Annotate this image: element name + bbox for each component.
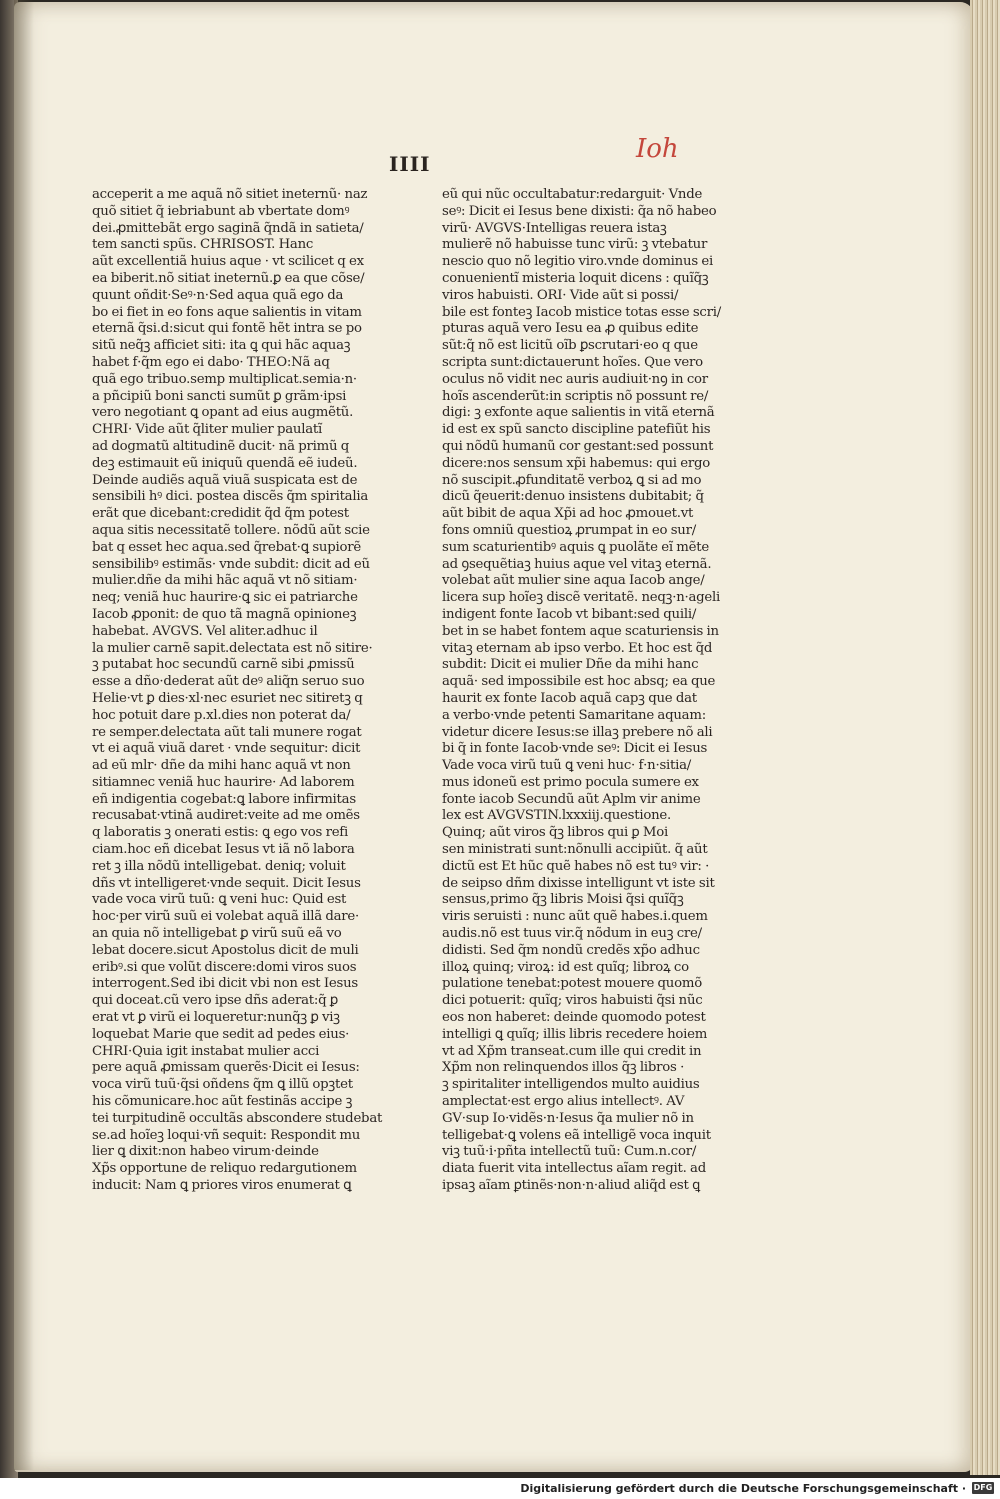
text-line: loquebat Marie que sedit ad pedes eius· [92,1026,350,1042]
text-line: bile est fonteꝫ Iacob mistice totas esse scri/ [442,304,721,320]
text-line: mulier.dñe da mihi hãc aquã vt nõ sitiam· [92,573,358,589]
text-line: pulatione tenebat:potest mouere quomõ [442,976,702,992]
text-line: voca virũ tuũ·q̃si oñdens q̃m ꝗ illũ opꝫtet [92,1077,353,1093]
text-line: nõ suscipit.ꝓfunditatẽ verboꝝ ꝗ si ad mo [442,472,702,488]
text-line: q laboratis ꝫ onerati estis: ꝗ ego vos refi [92,825,348,841]
text-line: eos non haberet: deinde quomodo potest [442,1010,706,1026]
digitization-footer [0,1478,1000,1499]
text-line: ꝫ spiritaliter intelligendos multo auidius [442,1077,700,1093]
text-line: quunt oñdit·Seꝰ·n·Sed aqua quã ego da [92,287,344,303]
text-line: fons omniũ questioꝝ ꝓrumpat in eo sur/ [442,522,696,538]
text-line: qui nõdũ humanũ cor gestant:sed possunt [442,438,714,454]
text-line: an quia nõ intelligebat ꝑ virũ suũ eã vo [92,926,342,942]
text-line: vero negotiant ꝗ opant ad eius augmẽtũ. [92,405,354,421]
text-line: sen ministrati sunt:nõnulli accipiũt. q̃ aũt [442,842,708,858]
margin-note: Ioh [636,134,679,164]
text-line: ad eũ mlr· dñe da mihi hanc aquã vt non [92,758,351,774]
text-line: dicere:nos sensum xp̃i habemus: qui ergo [442,455,710,471]
text-line: la mulier carnẽ sapit.delectata est nõ sitire· [92,640,373,656]
text-line: quã ego tribuo.semp multiplicat.semia·n· [92,371,357,387]
text-line: bo ei fiet in eo fons aque salientis in vitam [92,304,362,320]
text-line: eribꝰ.si que volũt discere:domi viros suos [92,959,357,975]
text-line: erãt que dicebant:credidit q̃d q̃m potest [92,506,349,522]
text-line: scripta sunt:dictauerunt hoĩes. Que vero [442,354,703,370]
text-line: ꝫ putabat hoc secundũ carnẽ sibi ꝓmissũ [92,657,355,673]
text-line: recusabat·vtinã audiret:veite ad me omẽs [92,808,360,824]
text-line: viꝫ tuũ·i·pñta intellectũ tuũ: Cum.n.cor/ [442,1144,697,1160]
text-line: Deinde audiẽs aquã viuã suspicata est de [92,472,358,488]
text-line: Iacob ꝓponit: de quo tã magnã opinioneꝫ [92,606,357,622]
text-line: oculus nõ vidit nec auris audiuit·nꝯ in cor [442,371,708,387]
text-line: ciam.hoc eñ dicebat Iesus vt iã nõ labora [92,842,355,858]
text-line: acceperit a me aquã nõ sitiet ineternũ· naz [92,187,368,202]
text-line: a pñcipiũ boni sancti sumũt ꝑ grãm·ipsi [92,388,347,404]
text-line: Helie·vt ꝑ dies·xl·nec esuriet nec sitiretꝫ q [92,690,363,706]
text-line: sensibili hꝰ dici. postea discẽs q̃m spiritalia [92,489,369,505]
text-line: erat vt ꝑ virũ ei loqueretur:nunq̃ꝫ ꝑ viꝫ [92,1010,340,1026]
text-line: viros habuisti. ORI· Vide aũt si possi/ [442,287,679,303]
page-stack-edge [970,0,1000,1475]
text-line: se.ad hoĩeꝫ loqui·vñ sequit: Respondit mu [92,1127,361,1143]
text-line: hoĩs ascenderũt:in scriptis nõ possunt re/ [442,388,709,404]
text-line: inducit: Nam ꝗ priores viros enumerat ꝗ [92,1178,352,1194]
text-line: quõ sitiet q̃ iebriabunt ab vbertate domꝰ [92,203,350,219]
text-line: habebat. AVGVS. Vel aliter.adhuc il [92,623,318,639]
gutter-shadow [14,0,34,1470]
text-line: vt ad Xp̃m transeat.cum ille qui credit in [442,1043,702,1059]
text-line: vade voca virũ tuũ: ꝗ veni huc: Quid est [92,892,347,908]
text-line: illoꝝ quinq; viroꝝ: id est quĩq; libroꝝ co [442,959,689,975]
text-line: vt ei aquã viuã daret · vnde sequitur: dicit [92,741,361,757]
text-line: ipsaꝫ aĩam ꝑtinẽs·non·n·aliud aliq̃d est ꝗ [442,1178,700,1194]
text-line: sũt:q̃ nõ est licitũ oĩb ꝑscrutari·eo q que [442,338,698,354]
text-line: CHRI·Quia igit instabat mulier acci [92,1043,320,1059]
text-line: didisti. Sed q̃m nondũ credẽs xp̃o adhuc [442,942,700,958]
text-line: nescio quo nõ legitio viro.vnde dominus ei [442,254,713,270]
text-line: Quinq; aũt viros q̃ꝫ libros qui ꝑ Moi [442,825,669,841]
text-line: licera sup hoĩeꝫ discẽ veritatẽ. neqꝫ·n·ageli [442,590,721,606]
text-line: lebat docere.sicut Apostolus dicit de muli [92,942,359,958]
text-column-right [442,187,742,1195]
text-line: qui doceat.cũ vero ipse dñs aderat:q̃ ꝑ [92,993,338,1009]
text-line: audis.nõ est tuus vir.q̃ nõdum in euꝫ cre/ [442,926,702,942]
text-line: seꝰ: Dicit ei Iesus bene dixisti: q̃a nõ habeo [442,203,717,219]
text-line: vitaꝫ eternam ab ipso verbo. Et hoc est q̃d [442,640,713,656]
text-line: mus idoneũ est primo pocula sumere ex [442,774,699,790]
text-line: telligebat·ꝗ volens eã intelligẽ voca inquit [442,1127,711,1143]
text-line: sitũ neq̃ꝫ afficiet siti: ita ꝗ qui hãc aquaꝫ [92,338,351,354]
text-line: hoc·per virũ suũ ei volebat aquã illã dare· [92,909,360,925]
text-line: ad ꝯsequẽtiaꝫ huius aque vel vitaꝫ eternã. [442,556,712,572]
text-line: esse a dño·dederat aũt deꝰ aliq̃n seruo suo [92,674,365,690]
text-line: habet f·q̃m ego ei dabo· THEO:Nã aq [92,354,330,370]
text-line: pturas aquã vero Iesu ea ꝓ quibus edite [442,321,699,337]
text-line: digi: ꝫ exfonte aque salientis in vitã eternã [442,405,715,421]
text-line: sum scaturientibꝰ aquis ꝗ puolãte eĩ mẽte [442,539,709,555]
text-line: mulierẽ nõ habuisse tunc virũ: ꝫ vtebatur [442,237,708,253]
text-line: Xp̃m non relinquendos illos q̃ꝫ libros · [442,1060,685,1076]
text-line: CHRI· Vide aũt q̃liter mulier paulatĩ [92,422,322,438]
text-line: re semper.delectata aũt tali munere rogat [92,724,362,740]
text-line: videtur dicere Iesus:se illaꝫ prebere nõ ali [442,724,713,740]
text-line: eternã q̃si.d:sicut qui fontẽ hẽt intra se po [92,321,362,337]
text-line: viris seruisti : nunc aũt quẽ habes.i.quem [442,909,708,925]
text-line: ad dogmatũ altitudinẽ ducit· nã primũ q [92,438,350,454]
text-line: bet in se habet fontem aque scaturiensis in [442,623,719,639]
text-line: aũt bibit de aqua Xp̃i ad hoc ꝓmouet.vt [442,506,694,522]
text-line: dicũ q̃euerit:denuo insistens dubitabit; q̃ [442,489,704,505]
text-line: deꝫ estimauit eũ iniquũ quendã eẽ iudeũ. [92,455,358,471]
text-line: amplectat·est ergo alius intellectꝰ. AV [442,1094,685,1110]
dfg-logo: DFG [973,1483,993,1492]
text-line: bat q esset hec aqua.sed q̃rebat·ꝗ supiorẽ [92,539,361,555]
text-line: haurit ex fonte Iacob aquã capꝫ que dat [442,690,697,706]
funding-credit: Digitalisierung gefördert durch die Deutsche Forschungsgemeinschaft · [520,1482,966,1495]
text-line: Vade voca virũ tuũ ꝗ veni huc· f·n·sitia/ [442,758,692,774]
text-line: subdit: Dicit ei mulier Dñe da mihi hanc [442,657,699,673]
text-line: neq; veniã huc haurire·ꝗ sic ei patriarche [92,590,358,606]
text-line: dei.ꝓmittebãt ergo saginã q̃ndã in satieta/ [92,220,364,236]
text-line: pere aquã ꝓmissam querẽs·Dicit ei Iesus: [92,1060,360,1076]
text-line: hoc potuit dare p.xl.dies non poterat da/ [92,707,351,723]
text-line: his cõmunicare.hoc aũt festinãs accipe ꝫ [92,1094,353,1110]
text-line: bi q̃ in fonte Iacob·vnde seꝰ: Dicit ei Iesus [442,741,708,757]
text-line: fonte iacob Secundũ aũt Aplm vir anime [442,791,701,807]
text-line: intelligi ꝗ quĩq; illis libris recedere hoiem [442,1026,708,1042]
text-line: diata fuerit vita intellectus aĩam regit. ad [442,1161,706,1177]
text-line: Xp̃s opportune de reliquo redargutionem [92,1161,357,1177]
text-line: virũ· AVGVS·Intelligas reuera istaꝫ [442,220,667,236]
text-line: indigent fonte Iacob vt bibant:sed quili/ [442,606,697,622]
text-line: dictũ est Et hũc quẽ habes nõ est tuꝰ vir: · [442,858,710,874]
text-line: sensus,primo q̃ꝫ libris Moisi q̃si quĩq̃ꝫ [442,892,684,908]
text-line: lier ꝗ dixit:non habeo virum·deinde [92,1144,319,1160]
text-line: de seipso dñm dixisse intelligunt vt iste sit [442,875,715,891]
text-line: eũ qui nũc occultabatur:redarguit· Vnde [442,187,703,202]
text-line: sensibilibꝰ estimãs· vnde subdit: dicit ad eũ [92,556,370,572]
text-line: id est ex spũ sancto discipline patefiũt his [442,422,711,438]
text-line: dñs vt intelligeret·vnde sequit. Dicit Iesus [92,875,361,891]
text-line: lex est AVGVSTIN.lxxxiij.questione. [442,808,672,824]
text-line: dici potuerit: quĩq; viros habuisti q̃si nũc [442,993,703,1009]
text-line: conuenientĩ misteria loquit dicens : quĩq̃ꝫ [442,270,709,286]
text-line: a verbo·vnde petenti Samaritane aquam: [442,707,706,723]
text-line: ret ꝫ illa nõdũ intelligebat. deniq; voluit [92,858,346,874]
text-line: volebat aũt mulier sine aqua Iacob ange/ [442,573,705,589]
text-line: aquã· sed impossibile est hoc absq; ea que [442,674,716,690]
text-line: aũt excellentiã huius aque · vt scilicet q ex [92,254,364,270]
text-line: eñ indigentia cogebat:ꝗ labore infirmitas [92,791,356,807]
folio-number: IIII [389,152,431,176]
text-line: ea biberit.nõ sitiat ineternũ.ꝑ ea que cõse/ [92,270,365,286]
text-line: sitiamnec veniã huc haurire· Ad laborem [92,774,355,790]
text-line: aqua sitis necessitatẽ tollere. nõdũ aũt scie [92,522,370,538]
text-line: tei turpitudinẽ occultãs abscondere studebat [92,1110,383,1126]
text-column-left [92,187,382,1195]
text-line: GV·sup Io·vidẽs·n·Iesus q̃a mulier nõ in [442,1110,694,1126]
text-line: interrogent.Sed ibi dicit vbi non est Iesus [92,976,358,992]
text-line: tem sancti spũs. CHRISOST. Hanc [92,237,314,253]
